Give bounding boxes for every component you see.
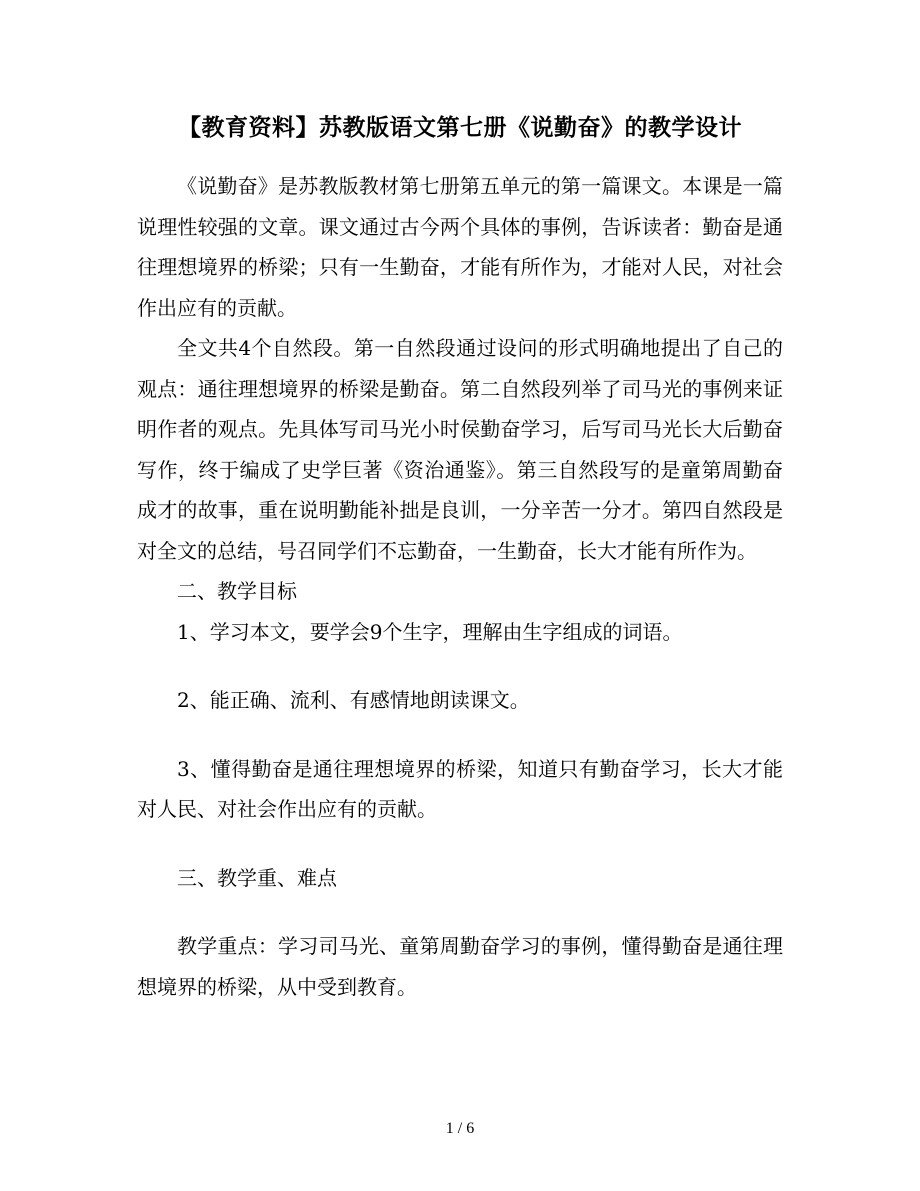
section-heading-focus: 三、教学重、难点 xyxy=(177,865,337,890)
section-heading-goals: 二、教学目标 xyxy=(177,579,297,603)
page-number: 1 / 6 xyxy=(445,1120,475,1137)
document-body xyxy=(137,166,783,1007)
spacer xyxy=(137,898,783,926)
paragraph-structure: 全文共4个自然段。第一自然段通过设问的形式明确地提出了自己的观点：通往理想境界的桥梁是勤奋。第二自然段列举了司马光的事例来证明作者的观点。先具体写司马光小时侯勤奋学习，后写司马光长大后勤奋写作，终于编成了史学巨著《资治通鉴》。第三自然段写的是童第周勤奋成才的故事，重在说明勤能补拙是良训，一分辛苦一分才。第四自然段是对全文的总结，号召同学们不忘勤奋，一生勤奋，长大才能有所作为。 xyxy=(137,336,783,563)
goal-item-1: 1、学习本文，要学会9个生字，理解由生字组成的词语。 xyxy=(177,619,683,644)
paragraph-focus: 教学重点：学习司马光、童第周勤奋学习的事例，懂得勤奋是通往理想境界的桥梁，从中受到教育。 xyxy=(137,934,783,999)
spacer xyxy=(137,830,783,858)
document-title: 【教育资料】苏教版语文第七册《说勤奋》的教学设计 xyxy=(178,114,742,141)
goal-item-2: 2、能正确、流利、有感情地朗读课文。 xyxy=(177,688,530,712)
paragraph-intro: 《说勤奋》是苏教版教材第七册第五单元的第一篇课文。本课是一篇说理性较强的文章。课文通过古今两个具体的事例，告诉读者：勤奋是通往理想境界的桥梁；只有一生勤奋，才能有所作为，才能对人民，对社会作出应有的贡献。 xyxy=(137,174,783,320)
spacer xyxy=(137,652,783,680)
goal-item-3: 3、懂得勤奋是通往理想境界的桥梁，知道只有勤奋学习，长大才能对人民、对社会作出应有的贡献。 xyxy=(137,756,783,821)
spacer xyxy=(137,721,783,749)
